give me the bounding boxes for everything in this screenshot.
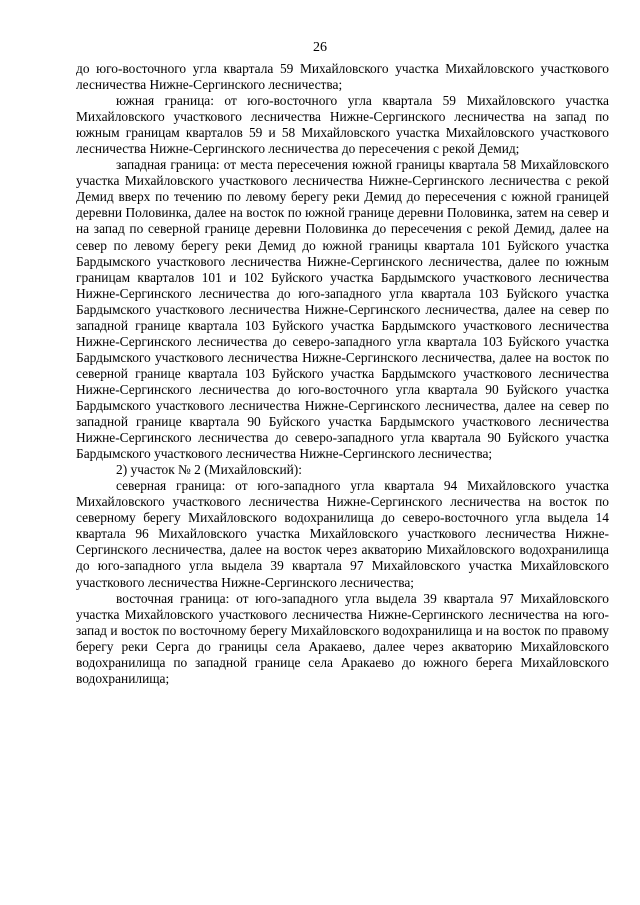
- paragraph-section-2-heading: 2) участок № 2 (Михайловский):: [116, 462, 302, 478]
- paragraph-continuation: до юго-восточного угла квартала 59 Михайловского участка Михайловского участкового лесничества Нижне-Сергинского лесничества;: [76, 61, 609, 93]
- paragraph-east-boundary-2: восточная граница: от юго-западного угла выдела 39 квартала 97 Михайловского участка Михайловского участкового лесничества Нижне-Сергинского лесничества на юго-запад и восток по восточному берегу Михайловского водохранилища и на восток по правому берегу реки Серга до границы села Аракаево, далее через акваторию Михайловского водохранилища по западной границе села Аракаево до южного берега Михайловского водохранилища;: [76, 590, 609, 686]
- page-number: 26: [313, 40, 327, 55]
- document-body: [76, 61, 609, 687]
- paragraph-north-boundary-2: северная граница: от юго-западного угла квартала 94 Михайловского участка Михайловского участкового лесничества Нижне-Сергинского лесничества на восток по северному берегу Михайловского водохранилища до северо-восточного угла выдела 14 квартала 96 Михайловского участка Михайловского участкового лесничества Нижне-Сергинского лесничества, далее на восток через акваторию Михайловского водохранилища до юго-западного угла выдела 39 квартала 97 Михайловского участка Михайловского участкового лесничества Нижне-Сергинского лесничества;: [76, 478, 609, 590]
- paragraph-south-boundary-1: южная граница: от юго-восточного угла квартала 59 Михайловского участка Михайловского участкового лесничества Нижне-Сергинского лесничества на запад по южным границам кварталов 59 и 58 Михайловского участка Михайловского участкового лесничества Нижне-Сергинского лесничества до пересечения с рекой Демид;: [76, 93, 609, 157]
- paragraph-west-boundary-1: западная граница: от места пересечения южной границы квартала 58 Михайловского участка Михайловского участкового лесничества Нижне-Сергинского лесничества с рекой Демид вверх по течению по левому берегу реки Демид до пересечения с южной границей деревни Половинка, далее на восток по южной границе деревни Половинка, затем на север и на запад по северной границе деревни Половинка до пересечения с рекой Демид, далее на север по левому берегу реки Демид до южной границы квартала 101 Буйского участка Бардымского участкового лесничества Нижне-Сергинского лесничества, далее по южным границам кварталов 101 и 102 Буйского участка Бардымского участкового лесничества Нижне-Сергинского лесничества до юго-западного угла квартала 103 Буйского участка Бардымского участкового лесничества Нижне-Сергинского лесничества, далее на север по западной границе квартала 103 Буйского участка Бардымского участкового лесничества Нижне-Сергинского лесничества до северо-западного угла квартала 103 Буйского участка Бардымского участкового лесничества Нижне-Сергинского лесничества, далее на восток по северной границе квартала 103 Буйского участка Бардымского участкового лесничества Нижне-Сергинского лесничества до юго-восточного угла квартала 90 Буйского участка Бардымского участкового лесничества Нижне-Сергинского лесничества, далее на север по западной границе квартала 90 Буйского участка Бардымского участкового лесничества Нижне-Сергинского лесничества до северо-западного угла квартала 90 Буйского участка Бардымского участкового лесничества Нижне-Сергинского лесничества;: [76, 157, 609, 462]
